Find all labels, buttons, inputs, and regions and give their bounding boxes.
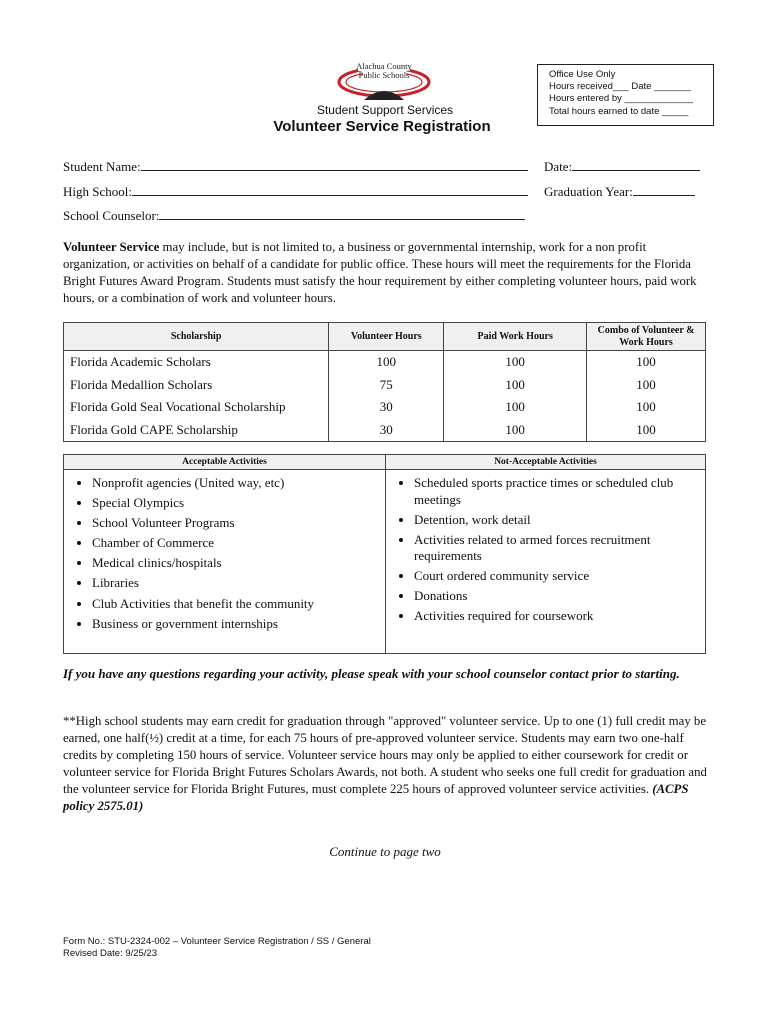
list-item: • Medical clinics/hospitals xyxy=(92,555,379,572)
table-row xyxy=(64,374,706,397)
combo-hours-value: 100 xyxy=(587,374,706,397)
scholarship-table xyxy=(63,322,706,442)
office-total-hours: Total hours earned to date _____ xyxy=(549,105,689,117)
list-item: • School Volunteer Programs xyxy=(92,515,379,532)
table-row xyxy=(64,351,706,374)
header-combo-hours: Combo of Volunteer & Work Hours xyxy=(587,323,706,351)
student-name-label: Student Name: xyxy=(63,159,141,174)
combo-hours-value: 100 xyxy=(587,351,706,374)
list-item: • Donations xyxy=(414,588,699,605)
high-school-line[interactable] xyxy=(132,183,528,196)
list-item: • Special Olympics xyxy=(92,495,379,512)
table-row xyxy=(64,419,706,442)
date-label: Date: xyxy=(544,159,573,174)
school-district-logo xyxy=(336,60,432,104)
list-item: • Libraries xyxy=(92,575,379,592)
list-item: • Activities related to armed forces recruitment requirements xyxy=(414,532,699,565)
paid-hours-value: 100 xyxy=(444,351,587,374)
continue-note: Continue to page two xyxy=(329,844,441,859)
questions-note: If you have any questions regarding your activity, please speak with your school counselor contact prior to starting. xyxy=(63,666,680,681)
school-counselor-line[interactable] xyxy=(159,207,525,220)
student-name-field[interactable] xyxy=(63,158,528,175)
intro-bold: Volunteer Service xyxy=(63,240,160,254)
header-scholarship: Scholarship xyxy=(64,323,329,351)
date-field[interactable] xyxy=(544,158,700,175)
credit-paragraph xyxy=(63,713,713,815)
intro-paragraph xyxy=(63,239,713,307)
list-item: • Business or government internships xyxy=(92,616,379,633)
combo-hours-value: 100 xyxy=(587,396,706,419)
scholarship-name: Florida Gold CAPE Scholarship xyxy=(64,419,329,442)
scholarship-name: Florida Medallion Scholars xyxy=(64,374,329,397)
school-counselor-field[interactable] xyxy=(63,207,525,224)
header-volunteer-hours: Volunteer Hours xyxy=(329,323,444,351)
scholarship-name: Florida Gold Seal Vocational Scholarship xyxy=(64,396,329,419)
revised-date: Revised Date: 9/25/23 xyxy=(63,948,158,959)
not-acceptable-activities-header: Not-Acceptable Activities xyxy=(386,455,706,470)
list-item: • Chamber of Commerce xyxy=(92,535,379,552)
office-use-box xyxy=(537,64,714,126)
list-item: • Detention, work detail xyxy=(414,512,699,529)
list-item: • Club Activities that benefit the community xyxy=(92,596,379,613)
list-item: • Court ordered community service xyxy=(414,568,699,585)
volunteer-hours-value: 30 xyxy=(329,419,444,442)
date-line[interactable] xyxy=(572,158,700,171)
high-school-label: High School: xyxy=(63,184,132,199)
list-item: • Scheduled sports practice times or scheduled club meetings xyxy=(414,475,699,508)
intro-text: may include, but is not limited to, a business or governmental internship, work for a non profit organization, or activities on behalf of a candidate for public office. These hours will meet the requirements for the Florida Bright Futures Award Program. Students must satisfy the hour requirement by either completing volunteer hours, paid work hours, or a combination of work and volunteer hours. xyxy=(63,240,697,305)
logo-line2: Public Schools xyxy=(358,70,410,80)
department-name: Student Support Services xyxy=(316,103,454,117)
form-number: Form No.: STU-2324-002 – Volunteer Service Registration / SS / General xyxy=(63,936,371,947)
not-acceptable-activities-list xyxy=(394,475,699,625)
acceptable-activities-list xyxy=(72,475,379,632)
office-use-heading: Office Use Only xyxy=(549,69,616,80)
scholarship-name: Florida Academic Scholars xyxy=(64,351,329,374)
volunteer-hours-value: 75 xyxy=(329,374,444,397)
acceptable-activities-header: Acceptable Activities xyxy=(64,455,386,470)
logo-line1: Alachua County xyxy=(356,61,412,71)
graduation-year-line[interactable] xyxy=(633,183,695,196)
credit-text: **High school students may earn credit for graduation through "approved" volunteer service. Up to one (1) full credit may be earned, one half(½) credit at a time, for each 75 hours of pre-approved volunteer service. Students may earn two one-half credits by completing 150 hours of service. Volunteer service hours may only be applied to either coursework for credit or volunteer service for Florida Bright Futures Scholars Awards, not both. A student who seeks one full credit for graduation and the volunteer service for Florida Bright Futures, must complete 225 hours of approved volunteer service activities. xyxy=(63,714,707,796)
header-paid-work-hours: Paid Work Hours xyxy=(444,323,587,351)
not-acceptable-activities-cell xyxy=(386,470,706,654)
graduation-year-field[interactable] xyxy=(544,183,695,200)
school-counselor-label: School Counselor: xyxy=(63,208,160,223)
footer xyxy=(63,936,371,960)
graduation-year-label: Graduation Year: xyxy=(544,184,633,199)
office-hours-entered: Hours entered by _____________ xyxy=(549,93,694,105)
combo-hours-value: 100 xyxy=(587,419,706,442)
volunteer-hours-value: 30 xyxy=(329,396,444,419)
acceptable-activities-cell xyxy=(64,470,386,654)
page-title: Volunteer Service Registration xyxy=(273,118,491,135)
table-row xyxy=(64,396,706,419)
paid-hours-value: 100 xyxy=(444,396,587,419)
paid-hours-value: 100 xyxy=(444,374,587,397)
policy-reference: (ACPS policy 2575.01) xyxy=(63,782,689,813)
volunteer-hours-value: 100 xyxy=(329,351,444,374)
list-item: • Nonprofit agencies (United way, etc) xyxy=(92,475,379,492)
office-hours-received: Hours received___ Date _______ xyxy=(549,81,692,93)
list-item: • Activities required for coursework xyxy=(414,608,699,625)
high-school-field[interactable] xyxy=(63,183,528,200)
paid-hours-value: 100 xyxy=(444,419,587,442)
activities-table xyxy=(63,454,706,654)
student-name-line[interactable] xyxy=(141,158,528,171)
